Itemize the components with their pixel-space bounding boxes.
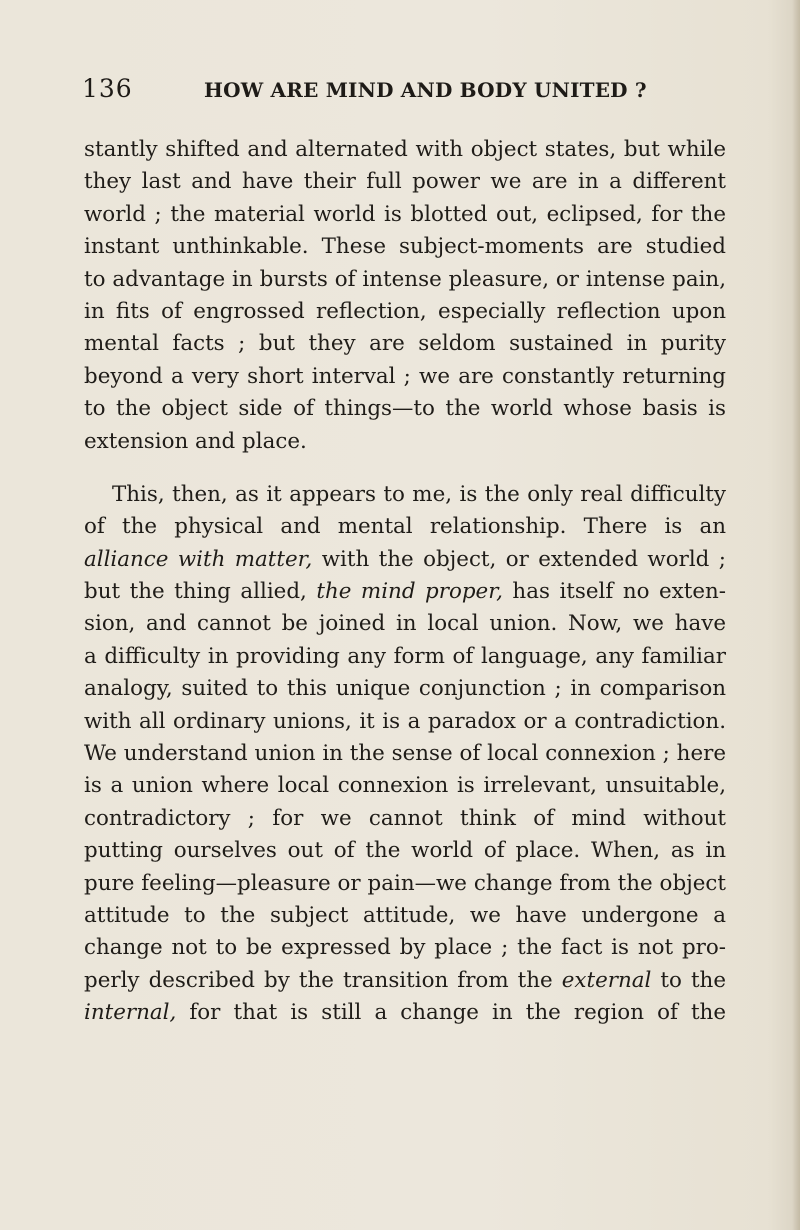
text-line: with all ordinary unions, it is a paradox or a contradiction. [84, 708, 726, 734]
text-line: putting ourselves out of the world of place. When, as in [84, 838, 726, 864]
text-line: to the object side of things—to the world whose basis is [84, 396, 726, 422]
text-line: they last and have their full power we are in a different [84, 169, 726, 195]
text-line: attitude to the subject attitude, we have undergone a [84, 902, 726, 928]
text-line: in fits of engrossed reflection, especially reflection upon [84, 298, 726, 324]
paragraph-1 [84, 134, 726, 458]
text-line: mental facts ; but they are seldom sustained in purity [84, 331, 726, 357]
paragraph-2 [84, 479, 726, 1030]
text-line [84, 511, 726, 543]
text-line: is a union where local connexion is irrelevant, unsuitable, [84, 773, 726, 799]
italic-phrase: the mind proper, [316, 579, 503, 605]
text-line: beyond a very short interval ; we are constantly returning [84, 363, 726, 389]
page-header [82, 74, 724, 114]
text-line [84, 997, 726, 1029]
text-segment: perly described by the transition from the [84, 967, 553, 993]
text-line: We understand union in the sense of local connexion ; here [84, 741, 726, 767]
text-line: change not to be expressed by place ; the fact is not pro- [84, 935, 726, 961]
text-segment: has itself no exten- [512, 579, 726, 605]
page-edge-shadow [792, 0, 800, 1230]
paragraph-gap [84, 458, 726, 479]
text-line: world ; the material world is blotted out, eclipsed, for the [84, 201, 726, 227]
running-title: HOW ARE MIND AND BODY UNITED ? [204, 78, 647, 102]
text-segment: There is an [583, 514, 726, 540]
text-line [84, 965, 726, 997]
text-line: pure feeling—pleasure or pain—we change from the object [84, 870, 726, 896]
body-text [84, 134, 726, 1030]
text-line: a difficulty in providing any form of language, any familiar [84, 643, 726, 669]
text-line: sion, and cannot be joined in local union. Now, we have [84, 611, 726, 637]
text-segment: for that is still a change in the region of the [189, 1000, 726, 1026]
text-line: instant unthinkable. These subject-moments are studied [84, 234, 726, 260]
text-line: extension and place. [84, 428, 307, 454]
text-line: contradictory ; for we cannot think of mind without [84, 805, 726, 831]
text-line: analogy, suited to this unique conjunction ; in comparison [84, 676, 726, 702]
text-line: This, then, as it appears to me, is the only real difficulty [112, 481, 726, 507]
text-line: to advantage in bursts of intense pleasure, or intense pain, [84, 266, 726, 292]
italic-phrase: alliance with matter, [84, 546, 313, 572]
text-segment: with the object, or extended world ; [321, 546, 726, 572]
text-line: stantly shifted and alternated with object states, but while [84, 137, 726, 162]
text-segment: of the physical and mental relationship. [84, 514, 567, 540]
text-line [84, 544, 726, 576]
text-line [84, 576, 726, 608]
text-segment: to the [660, 967, 726, 993]
text-segment: but the thing allied, [84, 579, 307, 605]
italic-phrase: external [561, 967, 652, 993]
italic-phrase: internal, [84, 1000, 177, 1026]
page-number: 136 [82, 74, 133, 103]
